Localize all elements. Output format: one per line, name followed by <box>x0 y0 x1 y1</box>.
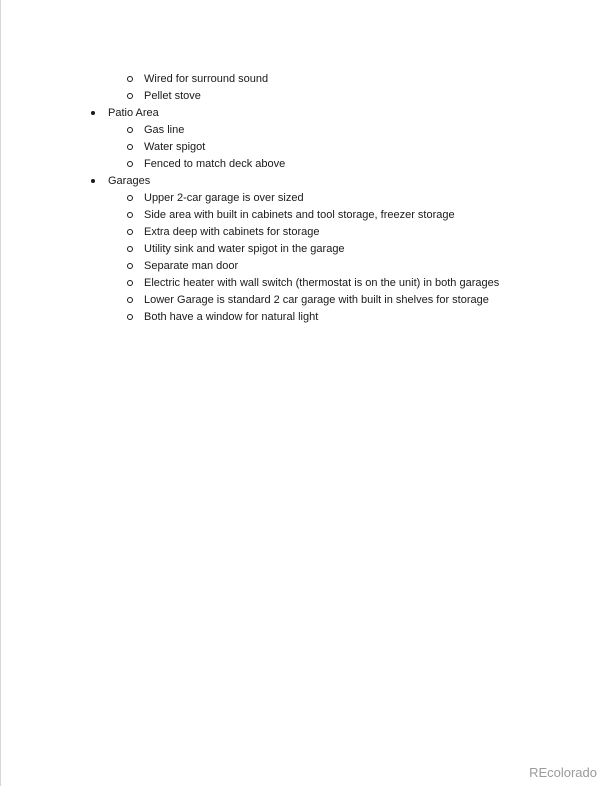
hollow-circle-bullet-icon <box>127 229 133 235</box>
list-item: Fenced to match deck above <box>144 158 286 170</box>
hollow-circle-bullet-icon <box>127 195 133 201</box>
hollow-circle-bullet-icon <box>127 161 133 167</box>
list-item: Extra deep with cabinets for storage <box>144 226 320 238</box>
list-item: Upper 2-car garage is over sized <box>144 192 304 204</box>
solid-dot-bullet-icon <box>91 111 95 115</box>
list-item: Pellet stove <box>144 90 201 102</box>
list-item: Gas line <box>144 124 185 136</box>
recolorado-watermark: REcolorado <box>529 765 597 780</box>
hollow-circle-bullet-icon <box>127 212 133 218</box>
hollow-circle-bullet-icon <box>127 246 133 252</box>
list-item: Both have a window for natural light <box>144 311 319 323</box>
list-item: Water spigot <box>144 141 206 153</box>
solid-dot-bullet-icon <box>91 179 95 183</box>
list-item-heading: Patio Area <box>108 107 159 119</box>
hollow-circle-bullet-icon <box>127 297 133 303</box>
hollow-circle-bullet-icon <box>127 127 133 133</box>
list-item: Electric heater with wall switch (thermostat is on the unit) in both garages <box>144 277 500 289</box>
list-item-heading: Garages <box>108 175 151 187</box>
hollow-circle-bullet-icon <box>127 93 133 99</box>
hollow-circle-bullet-icon <box>127 144 133 150</box>
hollow-circle-bullet-icon <box>127 314 133 320</box>
hollow-circle-bullet-icon <box>127 280 133 286</box>
list-item: Side area with built in cabinets and tool storage, freezer storage <box>144 209 455 221</box>
hollow-circle-bullet-icon <box>127 263 133 269</box>
list-item: Utility sink and water spigot in the garage <box>144 243 345 255</box>
list-item: Separate man door <box>144 260 239 272</box>
page-left-edge <box>0 0 1 786</box>
list-item: Wired for surround sound <box>144 73 269 85</box>
hollow-circle-bullet-icon <box>127 76 133 82</box>
list-item: Lower Garage is standard 2 car garage with built in shelves for storage <box>144 294 489 306</box>
